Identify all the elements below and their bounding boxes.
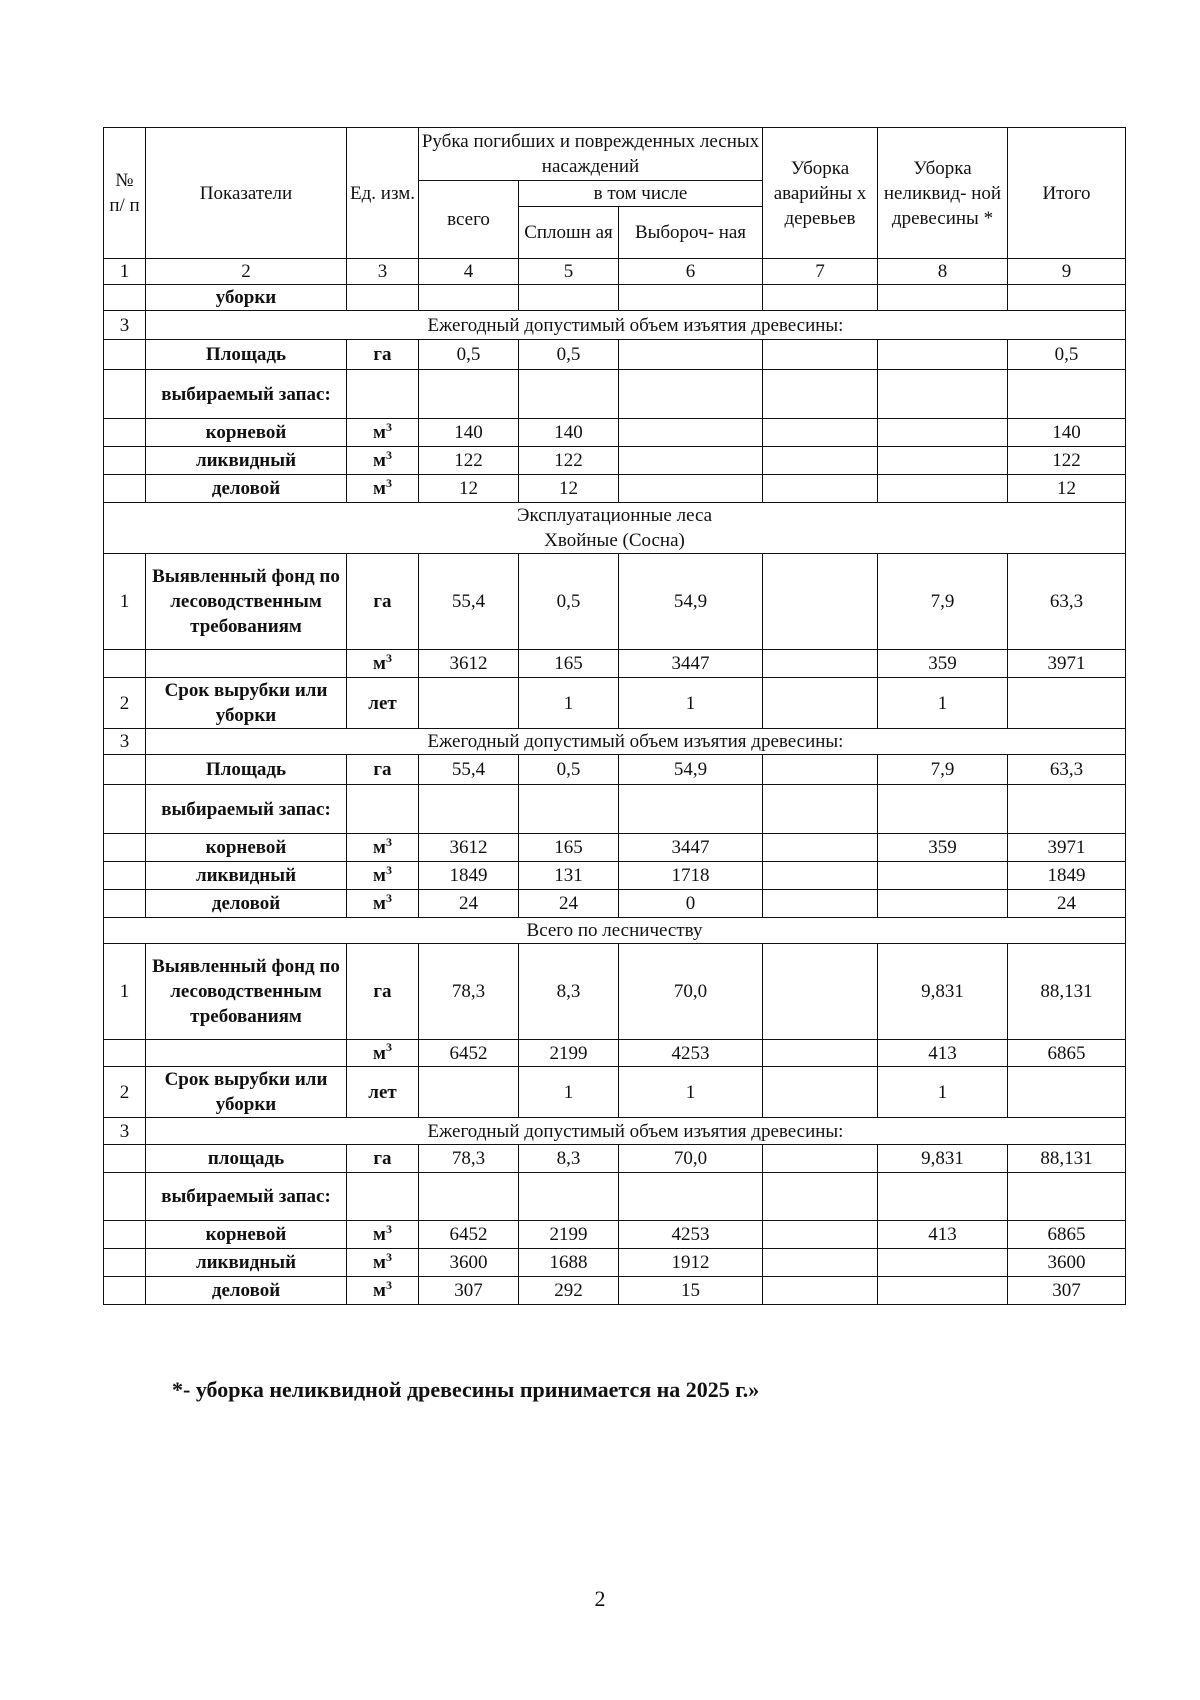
unit-cell: м 3 [347, 834, 419, 862]
value-cell-c7 [763, 1040, 878, 1067]
value-cell-c7 [763, 1221, 878, 1249]
section-title-line: Всего по лесничеству [526, 920, 703, 941]
value-cell-c6: 70,0 [619, 1145, 763, 1173]
header-indicator: Показатели [146, 128, 347, 259]
cell [519, 785, 619, 834]
cell [619, 785, 763, 834]
table-row [104, 1067, 1126, 1118]
indicator-cell: Выявленный фонд по лесоводственным требованиям [146, 554, 347, 650]
value-cell-c4 [419, 678, 519, 729]
column-number-cell: 9 [1008, 259, 1126, 285]
value-cell-c7 [763, 650, 878, 678]
column-number-cell: 2 [146, 259, 347, 285]
num-cell: 2 [104, 1067, 146, 1118]
indicator-cell: деловой [146, 1277, 347, 1305]
unit-cell: лет [347, 1067, 419, 1118]
value-cell-c6: 1912 [619, 1249, 763, 1277]
indicator-cell: Площадь [146, 340, 347, 370]
table-row [104, 1249, 1126, 1277]
value-cell-c5: 2199 [519, 1221, 619, 1249]
num-cell [104, 447, 146, 475]
value-cell-c9 [1008, 1067, 1126, 1118]
column-number-cell: 3 [347, 259, 419, 285]
value-cell-c5: 8,3 [519, 1145, 619, 1173]
cell [619, 285, 763, 311]
cell [1008, 785, 1126, 834]
footnote: *- уборка неликвидной древесины принимается на 2025 г.» [172, 1377, 760, 1402]
indicator-cell: Выявленный фонд по лесоводственным требованиям [146, 944, 347, 1040]
value-cell-c6: 1718 [619, 862, 763, 890]
value-cell-c7 [763, 340, 878, 370]
unit-cell: лет [347, 678, 419, 729]
indicator-cell: деловой [146, 890, 347, 918]
num-cell: 1 [104, 944, 146, 1040]
value-cell-c5: 165 [519, 834, 619, 862]
indicator-cell: выбираемый запас: [146, 1173, 347, 1221]
value-cell-c8 [878, 890, 1008, 918]
cell [763, 370, 878, 419]
value-cell-c4: 55,4 [419, 755, 519, 785]
value-cell-c8: 1 [878, 678, 1008, 729]
value-cell-c4: 0,5 [419, 340, 519, 370]
num-cell [104, 1040, 146, 1067]
indicator-cell: ликвидный [146, 1249, 347, 1277]
cell [347, 370, 419, 419]
unit-cell: м 3 [347, 1277, 419, 1305]
column-number-cell: 1 [104, 259, 146, 285]
cell [519, 1173, 619, 1221]
unit-cell: м 3 [347, 419, 419, 447]
value-cell-c9: 6865 [1008, 1040, 1126, 1067]
value-cell-c5: 1 [519, 678, 619, 729]
table-row [104, 370, 1126, 419]
header-selective: Выбороч- ная [619, 207, 763, 259]
column-number-cell: 8 [878, 259, 1008, 285]
value-cell-c6: 3447 [619, 834, 763, 862]
value-cell-c4: 3600 [419, 1249, 519, 1277]
value-cell-c8 [878, 1249, 1008, 1277]
value-cell-c5: 140 [519, 419, 619, 447]
value-cell-c6 [619, 475, 763, 503]
header-total: всего [419, 181, 519, 259]
value-cell-c9: 3971 [1008, 834, 1126, 862]
unit-cell: м 3 [347, 475, 419, 503]
annual-volume-title: Ежегодный допустимый объем изъятия древесины: [146, 1118, 1126, 1145]
table-row [104, 785, 1126, 834]
table-row [104, 285, 1126, 311]
value-cell-c5: 1688 [519, 1249, 619, 1277]
value-cell-c5: 2199 [519, 1040, 619, 1067]
indicator-cell: корневой [146, 1221, 347, 1249]
indicator-cell: Срок вырубки или уборки [146, 678, 347, 729]
value-cell-c7 [763, 1145, 878, 1173]
value-cell-c7 [763, 1277, 878, 1305]
cell [619, 1173, 763, 1221]
unit-cell: м 3 [347, 1249, 419, 1277]
value-cell-c7 [763, 834, 878, 862]
num-cell [104, 1277, 146, 1305]
value-cell-c7 [763, 862, 878, 890]
table-row [104, 755, 1126, 785]
value-cell-c4: 24 [419, 890, 519, 918]
num-cell [104, 834, 146, 862]
value-cell-c8: 1 [878, 1067, 1008, 1118]
cell [419, 370, 519, 419]
value-cell-c8 [878, 862, 1008, 890]
value-cell-c9: 88,131 [1008, 944, 1126, 1040]
value-cell-c8: 7,9 [878, 554, 1008, 650]
value-cell-c4 [419, 1067, 519, 1118]
value-cell-c9: 88,131 [1008, 1145, 1126, 1173]
value-cell-c7 [763, 475, 878, 503]
value-cell-c4: 140 [419, 419, 519, 447]
indicator-cell: корневой [146, 834, 347, 862]
value-cell-c9: 307 [1008, 1277, 1126, 1305]
value-cell-c9: 63,3 [1008, 554, 1126, 650]
table-row [104, 1277, 1126, 1305]
value-cell-c9: 63,3 [1008, 755, 1126, 785]
value-cell-c5: 8,3 [519, 944, 619, 1040]
value-cell-c7 [763, 1249, 878, 1277]
value-cell-c8: 413 [878, 1040, 1008, 1067]
table-body [104, 128, 1126, 1305]
cell [878, 285, 1008, 311]
value-cell-c5: 165 [519, 650, 619, 678]
unit-cell: м 3 [347, 890, 419, 918]
value-cell-c8: 359 [878, 650, 1008, 678]
value-cell-c9: 3600 [1008, 1249, 1126, 1277]
value-cell-c6: 1 [619, 1067, 763, 1118]
value-cell-c8 [878, 340, 1008, 370]
section-title-line: Эксплуатационные леса [516, 505, 713, 526]
num-cell: 3 [104, 311, 146, 340]
cell [419, 1173, 519, 1221]
value-cell-c4: 6452 [419, 1221, 519, 1249]
section-title [104, 503, 1126, 554]
value-cell-c4: 3612 [419, 834, 519, 862]
value-cell-c4: 1849 [419, 862, 519, 890]
value-cell-c8: 7,9 [878, 755, 1008, 785]
unit-cell: м 3 [347, 447, 419, 475]
unit-cell: м 3 [347, 650, 419, 678]
header-itogo: Итого [1008, 128, 1126, 259]
column-number-cell: 6 [619, 259, 763, 285]
value-cell-c5: 0,5 [519, 755, 619, 785]
table-row [104, 554, 1126, 650]
value-cell-c4: 122 [419, 447, 519, 475]
table-row [104, 1221, 1126, 1249]
value-cell-c6: 1 [619, 678, 763, 729]
value-cell-c9: 24 [1008, 890, 1126, 918]
value-cell-c4: 78,3 [419, 1145, 519, 1173]
value-cell-c4: 3612 [419, 650, 519, 678]
header-illiquid: Уборка неликвид- ной древесины * [878, 128, 1008, 259]
num-cell: 2 [104, 678, 146, 729]
value-cell-c7 [763, 755, 878, 785]
value-cell-c5: 0,5 [519, 340, 619, 370]
value-cell-c8 [878, 447, 1008, 475]
num-cell [104, 1145, 146, 1173]
column-number-cell: 4 [419, 259, 519, 285]
unit-cell: га [347, 1145, 419, 1173]
header-emergency: Уборка аварийны х деревьев [763, 128, 878, 259]
table-row [104, 1145, 1126, 1173]
unit-cell: га [347, 340, 419, 370]
cell [347, 785, 419, 834]
cell [763, 785, 878, 834]
cell [878, 785, 1008, 834]
num-cell [104, 475, 146, 503]
indicator-cell [146, 1040, 347, 1067]
value-cell-c8: 359 [878, 834, 1008, 862]
table-row [104, 650, 1126, 678]
indicator-cell: выбираемый запас: [146, 785, 347, 834]
unit-cell: м 3 [347, 1221, 419, 1249]
table-row [104, 1173, 1126, 1221]
value-cell-c6: 54,9 [619, 755, 763, 785]
cell [878, 370, 1008, 419]
value-cell-c7 [763, 944, 878, 1040]
header-felling-group: Рубка погибших и поврежденных лесных насаждений [419, 128, 763, 181]
indicator-cell: деловой [146, 475, 347, 503]
indicator-cell: Площадь [146, 755, 347, 785]
value-cell-c4: 12 [419, 475, 519, 503]
value-cell-c6 [619, 340, 763, 370]
header-unit: Ед. изм. [347, 128, 419, 259]
table-row [104, 834, 1126, 862]
num-cell: 1 [104, 554, 146, 650]
annual-volume-title: Ежегодный допустимый объем изъятия древесины: [146, 311, 1126, 340]
num-cell [104, 755, 146, 785]
value-cell-c9: 0,5 [1008, 340, 1126, 370]
value-cell-c5: 122 [519, 447, 619, 475]
table-row [104, 1040, 1126, 1067]
table-row [104, 862, 1126, 890]
num-cell: 3 [104, 729, 146, 755]
value-cell-c5: 24 [519, 890, 619, 918]
value-cell-c7 [763, 447, 878, 475]
cell [419, 285, 519, 311]
indicator-cell: корневой [146, 419, 347, 447]
header-including: в том числе [519, 181, 763, 207]
header-clear: Сплошн ая [519, 207, 619, 259]
num-cell [104, 1173, 146, 1221]
value-cell-c6: 54,9 [619, 554, 763, 650]
value-cell-c8 [878, 1277, 1008, 1305]
value-cell-c5: 1 [519, 1067, 619, 1118]
value-cell-c9: 6865 [1008, 1221, 1126, 1249]
cell [763, 1173, 878, 1221]
value-cell-c4: 6452 [419, 1040, 519, 1067]
indicator-cell: Срок вырубки или уборки [146, 1067, 347, 1118]
page-number: 2 [594, 1586, 606, 1611]
cell [419, 785, 519, 834]
value-cell-c6 [619, 419, 763, 447]
cell [763, 285, 878, 311]
section-row [104, 729, 1126, 755]
num-cell [104, 340, 146, 370]
value-cell-c5: 12 [519, 475, 619, 503]
section-row [104, 918, 1126, 944]
table-row [104, 890, 1126, 918]
cell [1008, 1173, 1126, 1221]
unit-cell: м 3 [347, 862, 419, 890]
forest-data-table [103, 127, 1126, 1305]
value-cell-c9: 140 [1008, 419, 1126, 447]
indicator-cell [146, 650, 347, 678]
cell [1008, 285, 1126, 311]
unit-cell: га [347, 944, 419, 1040]
value-cell-c6: 0 [619, 890, 763, 918]
num-cell [104, 1221, 146, 1249]
value-cell-c6: 4253 [619, 1221, 763, 1249]
value-cell-c4: 55,4 [419, 554, 519, 650]
value-cell-c9: 12 [1008, 475, 1126, 503]
value-cell-c8: 9,831 [878, 1145, 1008, 1173]
value-cell-c5: 0,5 [519, 554, 619, 650]
value-cell-c6 [619, 447, 763, 475]
num-cell [104, 862, 146, 890]
value-cell-c4: 307 [419, 1277, 519, 1305]
num-cell: 3 [104, 1118, 146, 1145]
table-row [104, 944, 1126, 1040]
value-cell-c7 [763, 554, 878, 650]
num-cell [104, 370, 146, 419]
annual-volume-title: Ежегодный допустимый объем изъятия древесины: [146, 729, 1126, 755]
value-cell-c7 [763, 419, 878, 447]
value-cell-c9: 1849 [1008, 862, 1126, 890]
num-cell [104, 890, 146, 918]
table-row [104, 678, 1126, 729]
value-cell-c4: 78,3 [419, 944, 519, 1040]
column-number-cell: 5 [519, 259, 619, 285]
cell [878, 1173, 1008, 1221]
value-cell-c8: 413 [878, 1221, 1008, 1249]
header-num: № п/ п [104, 128, 146, 259]
value-cell-c7 [763, 1067, 878, 1118]
column-numbers-row [104, 259, 1126, 285]
table-row [104, 447, 1126, 475]
table-row [104, 340, 1126, 370]
value-cell-c7 [763, 678, 878, 729]
section-title [104, 918, 1126, 944]
value-cell-c6: 15 [619, 1277, 763, 1305]
num-cell [104, 785, 146, 834]
cell [519, 370, 619, 419]
indicator-cell: ликвидный [146, 862, 347, 890]
cell [347, 285, 419, 311]
indicator-cell: уборки [146, 285, 347, 311]
value-cell-c5: 131 [519, 862, 619, 890]
section-row [104, 311, 1126, 340]
indicator-cell: ликвидный [146, 447, 347, 475]
value-cell-c8: 9,831 [878, 944, 1008, 1040]
cell [619, 370, 763, 419]
column-number-cell: 7 [763, 259, 878, 285]
table-row [104, 419, 1126, 447]
unit-cell: га [347, 755, 419, 785]
indicator-cell: площадь [146, 1145, 347, 1173]
value-cell-c5: 292 [519, 1277, 619, 1305]
num-cell [104, 419, 146, 447]
value-cell-c8 [878, 475, 1008, 503]
table-row [104, 475, 1126, 503]
section-row [104, 1118, 1126, 1145]
num-cell [104, 285, 146, 311]
cell [347, 1173, 419, 1221]
value-cell-c6: 70,0 [619, 944, 763, 1040]
unit-cell: м 3 [347, 1040, 419, 1067]
indicator-cell: выбираемый запас: [146, 370, 347, 419]
section-title-line: Хвойные (Сосна) [544, 530, 685, 551]
value-cell-c6: 3447 [619, 650, 763, 678]
num-cell [104, 650, 146, 678]
unit-cell: га [347, 554, 419, 650]
cell [1008, 370, 1126, 419]
value-cell-c6: 4253 [619, 1040, 763, 1067]
value-cell-c9: 122 [1008, 447, 1126, 475]
value-cell-c9 [1008, 678, 1126, 729]
num-cell [104, 1249, 146, 1277]
section-row [104, 503, 1126, 554]
value-cell-c7 [763, 890, 878, 918]
cell [519, 285, 619, 311]
value-cell-c9: 3971 [1008, 650, 1126, 678]
value-cell-c8 [878, 419, 1008, 447]
